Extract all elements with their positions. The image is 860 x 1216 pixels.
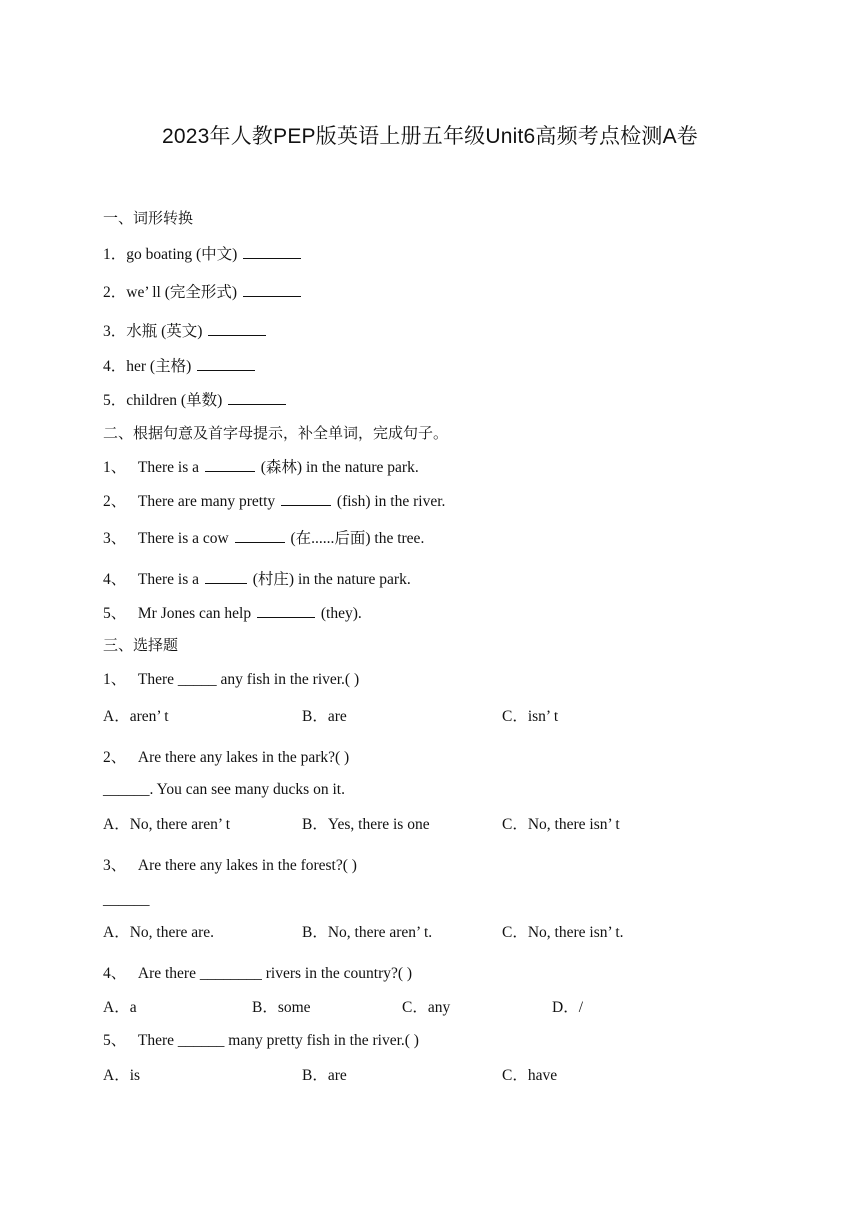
item-number: 1．: [103, 246, 127, 263]
item-text-before: There is a cow: [137, 530, 229, 547]
question-context: ______. You can see many ducks on it.: [103, 781, 345, 798]
item-text-after: (they).: [320, 605, 362, 622]
question-number: 1、: [103, 671, 127, 688]
question-number: 4、: [103, 965, 127, 982]
option-c[interactable]: C．any: [402, 999, 451, 1016]
question-number: 3、: [103, 857, 127, 874]
option-a[interactable]: A．is: [103, 1067, 141, 1084]
item-number: 3、: [103, 530, 127, 547]
section2-heading: 二、根据句意及首字母提示，补全单词，完成句子。: [103, 424, 449, 442]
item-text-before: There is a: [137, 459, 199, 476]
item-text-before: Mr Jones can help: [137, 605, 252, 622]
answer-blank[interactable]: [205, 568, 247, 584]
item-text-before: There is a: [137, 571, 199, 588]
s1-item-2: [103, 281, 303, 303]
s2-item-3: [103, 527, 424, 549]
s1-item-4: [103, 355, 257, 377]
item-number: 5、: [103, 605, 127, 622]
item-number: 5．: [103, 392, 127, 409]
option-b[interactable]: B．No, there aren’ t.: [302, 924, 433, 941]
item-number: 3．: [103, 323, 127, 340]
section3-heading: 三、选择题: [103, 636, 179, 654]
item-text-before: There are many pretty: [137, 493, 276, 510]
question-text: There ______ many pretty fish in the river.( ): [137, 1032, 419, 1049]
s2-item-4: [103, 568, 411, 590]
answer-blank[interactable]: [197, 355, 255, 371]
s3-question-2: [103, 748, 349, 768]
item-text-after: (在......后面) the tree.: [290, 530, 425, 547]
answer-blank[interactable]: [257, 602, 315, 618]
item-text-after: (fish) in the river.: [336, 493, 446, 510]
s3-question-4: [103, 964, 412, 984]
s3-question-3: [103, 856, 357, 876]
option-c[interactable]: C．have: [502, 1067, 558, 1084]
answer-blank[interactable]: [235, 527, 285, 543]
item-text-after: (村庄) in the nature park.: [252, 571, 411, 588]
option-c[interactable]: C．No, there isn’ t.: [502, 924, 624, 941]
section1-heading: 一、词形转换: [103, 209, 194, 227]
item-number: 4、: [103, 571, 127, 588]
s2-item-1: [103, 456, 419, 478]
question-text: There _____ any fish in the river.( ): [137, 671, 360, 688]
s2-item-5: [103, 602, 362, 624]
item-number: 4．: [103, 358, 127, 375]
s3-question-5: [103, 1031, 419, 1051]
option-c[interactable]: C．isn’ t: [502, 708, 559, 725]
item-text: her (主格): [126, 358, 192, 375]
answer-blank[interactable]: [228, 389, 286, 405]
item-text-after: (森林) in the nature park.: [260, 459, 419, 476]
question-number: 2、: [103, 749, 127, 766]
answer-blank[interactable]: [281, 490, 331, 506]
option-a[interactable]: A．No, there are.: [103, 924, 215, 941]
s1-item-5: [103, 389, 288, 411]
option-c[interactable]: C．No, there isn’ t: [502, 816, 620, 833]
option-b[interactable]: B．are: [302, 1067, 347, 1084]
answer-blank[interactable]: [243, 281, 301, 297]
page-title: 2023年人教PEP版英语上册五年级Unit6高频考点检测A卷: [162, 125, 698, 148]
question-text: Are there any lakes in the forest?( ): [137, 857, 357, 874]
item-text: we’ ll (完全形式): [126, 284, 238, 301]
question-number: 5、: [103, 1032, 127, 1049]
item-number: 1、: [103, 459, 127, 476]
s2-item-2: [103, 490, 445, 512]
question-text: Are there ________ rivers in the country?( ): [137, 965, 413, 982]
question-text: Are there any lakes in the park?( ): [137, 749, 350, 766]
answer-blank[interactable]: [205, 456, 255, 472]
s3-question-1: [103, 670, 359, 690]
option-a[interactable]: A．a: [103, 999, 137, 1016]
option-a[interactable]: A．No, there aren’ t: [103, 816, 231, 833]
answer-blank[interactable]: [243, 243, 301, 259]
item-text: children (单数): [126, 392, 223, 409]
s1-item-3: [103, 320, 268, 342]
option-d[interactable]: D．/: [552, 999, 584, 1016]
item-number: 2、: [103, 493, 127, 510]
s1-item-1: [103, 243, 303, 265]
item-text: 水瓶 (英文): [126, 323, 203, 340]
answer-blank[interactable]: [208, 320, 266, 336]
option-b[interactable]: B．some: [252, 999, 311, 1016]
question-context: ______: [103, 891, 150, 908]
option-a[interactable]: A．aren’ t: [103, 708, 169, 725]
option-b[interactable]: B．Yes, there is one: [302, 816, 430, 833]
item-number: 2．: [103, 284, 127, 301]
item-text: go boating (中文): [126, 246, 238, 263]
option-b[interactable]: B．are: [302, 708, 347, 725]
